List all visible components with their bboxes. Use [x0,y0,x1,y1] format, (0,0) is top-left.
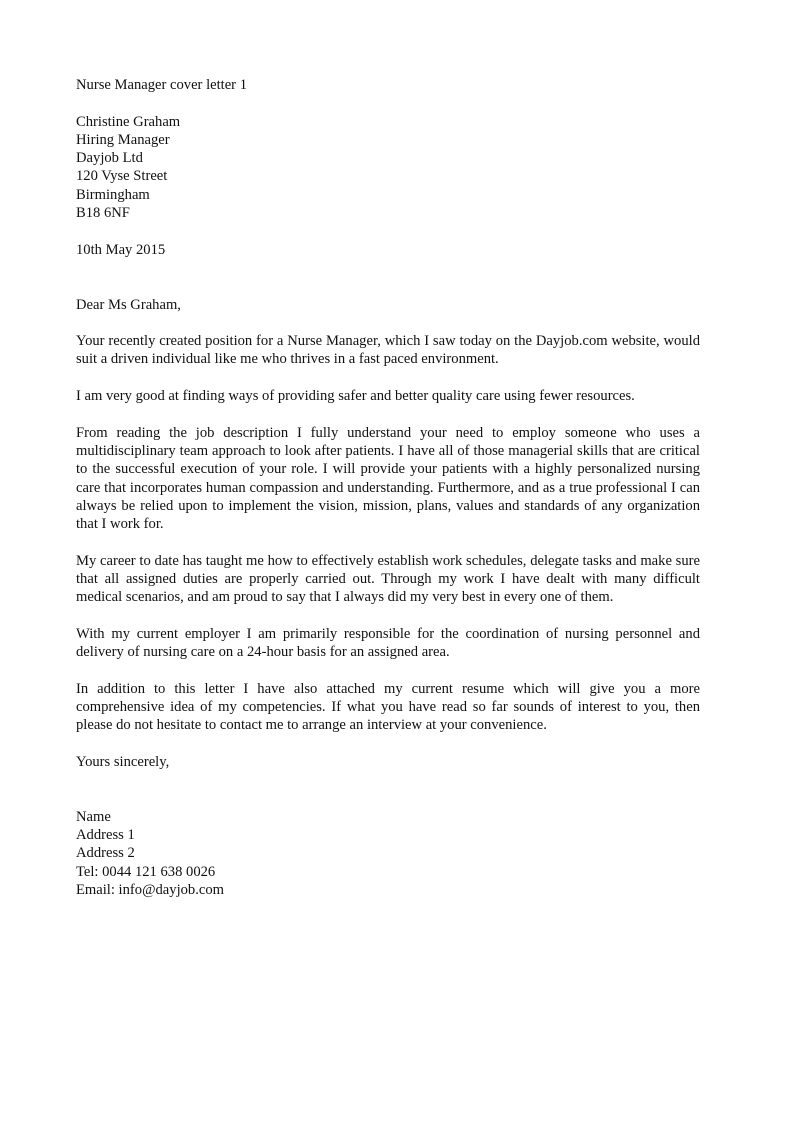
salutation: Dear Ms Graham, [76,296,181,313]
paragraph-career: My career to date has taught me how to effectively establish work schedules, delegate tasks and make sure that all assigned duties are properly carried out. Through my work I have dealt with many difficult medical scenarios, and am proud to say that I always did my very best in every one of them. [76,552,700,606]
recipient-role: Hiring Manager [76,131,170,148]
sender-telephone: Tel: 0044 121 638 0026 [76,863,216,880]
recipient-address-block [76,113,700,223]
spacer [76,314,700,332]
sender-address-2: Address 2 [76,845,135,862]
paragraph-resume: In addition to this letter I have also attached my current resume which will give you a more comprehensive idea of my competencies. If what you have read so far sounds of interest to you, then please do not hesitate to contact me to arrange an interview at your convenience. [76,680,700,734]
letter-body [76,76,700,899]
closing: Yours sincerely, [76,753,170,770]
recipient-company: Dayjob Ltd [76,150,143,167]
spacer [76,771,700,808]
letter-date: 10th May 2015 [76,241,166,258]
spacer [76,405,700,423]
spacer [76,735,700,753]
sender-address-1: Address 1 [76,827,135,844]
spacer [76,94,700,112]
sender-name: Name [76,808,111,825]
recipient-street: 120 Vyse Street [76,168,168,185]
recipient-name: Christine Graham [76,113,181,130]
sender-email: Email: info@dayjob.com [76,882,224,899]
recipient-city: Birmingham [76,186,150,203]
spacer [76,662,700,680]
spacer [76,259,700,296]
sender-details-block [76,808,700,899]
document-title: Nurse Manager cover letter 1 [76,77,247,93]
paragraph-job-description: From reading the job description I fully understand your need to employ someone who uses a multidisciplinary team approach to look after patients. I have all of those managerial skills that are critical to the successful execution of your role. I will provide your patients with a highly personalized nursing care that incorporates human compassion and understanding. Furthermore, and as a true professional I can always be relied upon to implement the vision, mission, plans, values and standards of any organization that I work for. [76,424,700,533]
paragraph-skills: I am very good at finding ways of providing safer and better quality care using fewer resources. [76,388,635,405]
spacer [76,533,700,551]
recipient-postcode: B18 6NF [76,205,130,222]
paragraph-current-employer: With my current employer I am primarily responsible for the coordination of nursing personnel and delivery of nursing care on a 24-hour basis for an assigned area. [76,625,700,661]
spacer [76,607,700,625]
spacer [76,222,700,240]
paragraph-intro: Your recently created position for a Nurse Manager, which I saw today on the Dayjob.com website, would suit a driven individual like me who thrives in a fast paced environment. [76,333,700,368]
spacer [76,369,700,387]
